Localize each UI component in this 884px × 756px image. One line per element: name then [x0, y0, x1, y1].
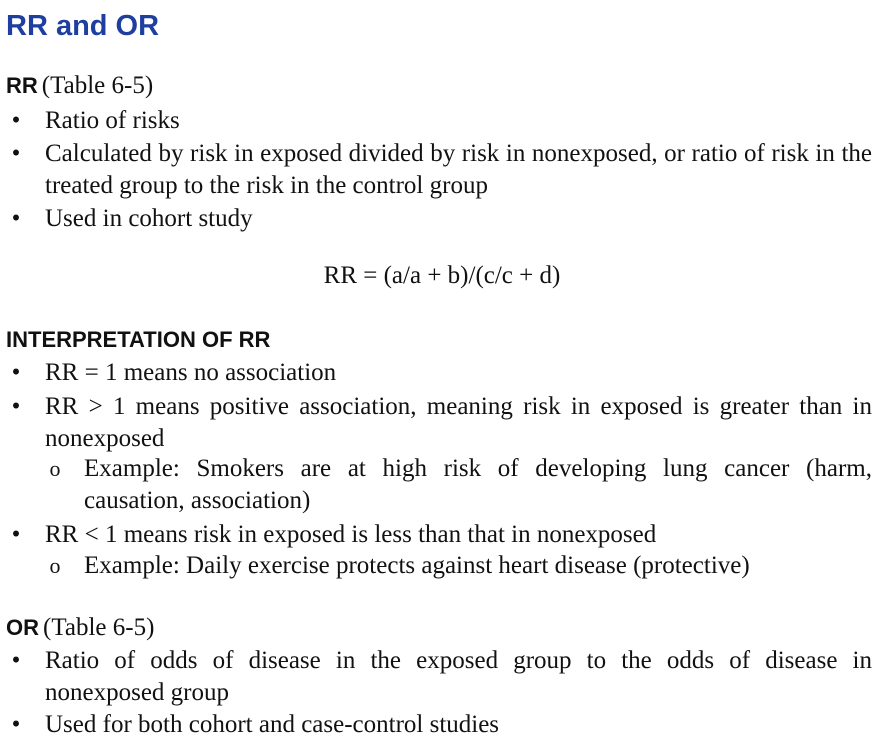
bullet-icon: • — [11, 107, 21, 134]
bullet-icon: • — [11, 205, 21, 232]
list-item-text: Used for both cohort and case-control studies — [45, 711, 500, 738]
rr-formula: RR = (a/a + b)/(c/c + d) — [323, 262, 561, 289]
list-item-text: Ratio of risks — [45, 107, 180, 134]
circle-bullet-icon: o — [49, 553, 61, 578]
rr-heading — [6, 70, 153, 102]
list-item-text: Calculated by risk in exposed divided by risk in nonexposed, or ratio of risk in the treated group to the risk in the control group — [45, 140, 872, 199]
or-heading — [6, 612, 154, 644]
list-item — [6, 709, 872, 741]
list-item — [6, 357, 872, 389]
bullet-icon: • — [11, 711, 21, 738]
list-item — [6, 203, 872, 235]
rr-table-ref: (Table 6-5) — [41, 72, 154, 99]
list-item-text: RR = 1 means no association — [45, 359, 337, 386]
list-item-text: Used in cohort study — [45, 205, 253, 232]
bullet-icon: • — [11, 521, 21, 548]
list-item — [6, 645, 872, 708]
list-item — [6, 105, 872, 137]
interpretation-heading: INTERPRETATION OF RR — [6, 327, 271, 352]
page-title: RR and OR — [6, 10, 160, 42]
bullet-icon: • — [11, 647, 21, 674]
circle-bullet-icon: o — [49, 456, 61, 481]
sub-list-item — [44, 453, 872, 516]
list-item — [6, 519, 872, 551]
bullet-icon: • — [11, 140, 21, 167]
sub-list-item-text: Example: Smokers are at high risk of developing lung cancer (harm, causation, association) — [84, 455, 872, 514]
rr-label: RR — [6, 73, 38, 98]
list-item — [6, 391, 872, 454]
sub-list-item-text: Example: Daily exercise protects against heart disease (protective) — [84, 552, 750, 579]
list-item-text: RR < 1 means risk in exposed is less than that in nonexposed — [45, 521, 657, 548]
list-item — [6, 138, 872, 201]
or-label: OR — [6, 615, 39, 640]
list-item-text: RR > 1 means positive association, meaning risk in exposed is greater than in nonexposed — [45, 393, 872, 452]
bullet-icon: • — [11, 359, 21, 386]
or-table-ref: (Table 6-5) — [43, 614, 155, 641]
list-item-text: Ratio of odds of disease in the exposed group to the odds of disease in nonexposed group — [45, 647, 872, 706]
sub-list-item — [44, 550, 872, 582]
bullet-icon: • — [11, 393, 21, 420]
